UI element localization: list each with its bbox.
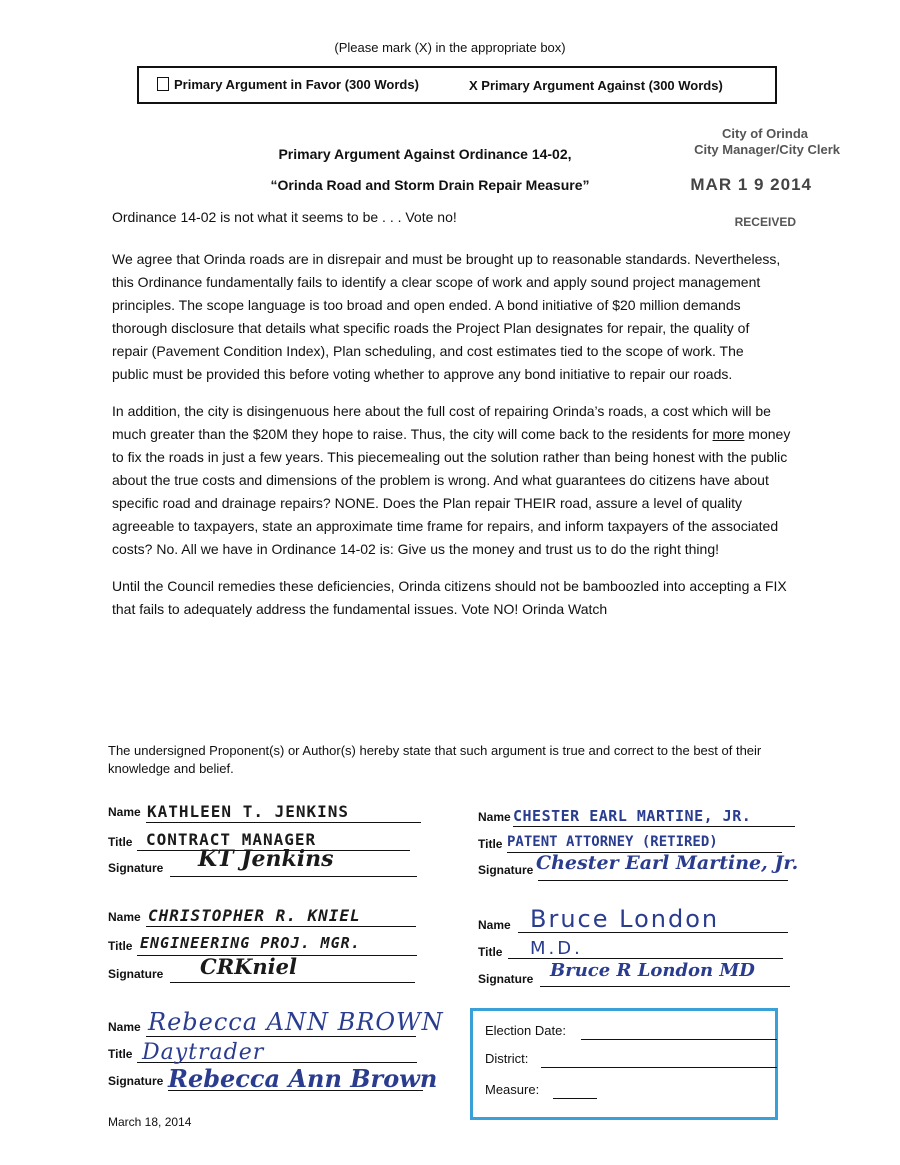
signer-title: Daytrader bbox=[142, 1040, 265, 1065]
name-line bbox=[146, 1036, 416, 1037]
checkbox-icon[interactable] bbox=[157, 77, 169, 91]
title-label: Title bbox=[108, 835, 133, 849]
measure-field[interactable] bbox=[553, 1098, 597, 1099]
name-line bbox=[513, 826, 795, 827]
election-date-label: Election Date: bbox=[485, 1023, 566, 1038]
signer-signature: Rebecca Ann Brown bbox=[168, 1064, 438, 1093]
name-label: Name bbox=[108, 805, 141, 819]
paragraph-3: Until the Council remedies these deficiencies, Orinda citizens should not be bamboozled into accepting a FIX that fails to adequately address the fundamental issues. Vote NO! Orinda Watch bbox=[112, 578, 787, 617]
signer-title: M.D. bbox=[530, 938, 583, 959]
name-label: Name bbox=[478, 810, 511, 824]
paragraph-2-end: money to fix the roads in just a few years. This piecemealing out the solution rather than being honest with the public about the true costs and dimensions of the problem is wrong. And what guarantees do citizens have about specific road and drainage repairs? NONE. Does the Plan repair THEIR road, assure a level of quality agreeable to taxpayers, state an approximate time frame for repairs, and inform taxpayers of the associated costs? No. All we have in Ordinance 14-02 is: Give us the money and trust us to do the right thing! bbox=[112, 426, 791, 557]
name-line bbox=[146, 822, 421, 823]
underlined-more: more bbox=[712, 426, 745, 442]
name-label: Name bbox=[478, 918, 511, 932]
signer-signature: KT Jenkins bbox=[198, 846, 334, 872]
signer-name: Bruce London bbox=[530, 905, 720, 933]
signature-label: Signature bbox=[478, 863, 534, 877]
stamp-date: MAR 1 9 2014 bbox=[690, 175, 812, 194]
stamp-office: City Manager/City Clerk bbox=[694, 142, 840, 157]
name-label: Name bbox=[108, 1020, 141, 1034]
declaration-text: The undersigned Proponent(s) or Author(s) hereby state that such argument is true and correct to the best of their knowledge and belief. bbox=[108, 743, 762, 776]
signer-signature: Chester Earl Martine, Jr. bbox=[536, 852, 799, 874]
paragraph-2 bbox=[112, 400, 802, 561]
title-label: Title bbox=[108, 939, 133, 953]
intro-line: Ordinance 14-02 is not what it seems to be . . . Vote no! bbox=[112, 209, 457, 225]
paragraph-2-start: In addition, the city is disingenuous here about the full cost of repairing Orinda’s roads, a cost which will be much greater than the $20M they hope to raise. Thus, the city will come back to the residents for bbox=[112, 403, 771, 442]
election-info-box bbox=[470, 1008, 778, 1120]
signature-label: Signature bbox=[478, 972, 534, 986]
stamp-received: RECEIVED bbox=[734, 215, 796, 229]
signature-line bbox=[170, 876, 417, 877]
footer-date: March 18, 2014 bbox=[108, 1115, 192, 1129]
measure-label: Measure: bbox=[485, 1082, 540, 1097]
signature-label: Signature bbox=[108, 1074, 164, 1088]
option-favor-label: Primary Argument in Favor (300 Words) bbox=[174, 77, 419, 92]
signer-name: CHRISTOPHER R. KNIEL bbox=[148, 906, 361, 925]
option-favor[interactable] bbox=[157, 77, 419, 92]
signature-line bbox=[170, 982, 415, 983]
signature-line bbox=[538, 880, 788, 881]
title-label: Title bbox=[478, 837, 503, 851]
document-title-line2: “Orinda Road and Storm Drain Repair Measure” bbox=[270, 177, 590, 193]
name-label: Name bbox=[108, 910, 141, 924]
signer-title: CONTRACT MANAGER bbox=[146, 830, 317, 849]
election-date-field[interactable] bbox=[581, 1039, 777, 1040]
stamp-city: City of Orinda bbox=[722, 126, 808, 141]
signer-title: ENGINEERING PROJ. MGR. bbox=[140, 934, 361, 952]
argument-type-box bbox=[137, 66, 777, 104]
district-field[interactable] bbox=[541, 1067, 777, 1068]
signer-title: PATENT ATTORNEY (RETIRED) bbox=[507, 834, 718, 850]
signature-label: Signature bbox=[108, 861, 164, 875]
document-title-line1: Primary Argument Against Ordinance 14-02, bbox=[278, 146, 572, 162]
title-label: Title bbox=[108, 1047, 133, 1061]
title-label: Title bbox=[478, 945, 503, 959]
paragraph-1: We agree that Orinda roads are in disrepair and must be brought up to reasonable standards. Nevertheless, this Ordinance fundamentally fails to identify a clear scope of work and apply sound project management principles. The scope language is too broad and open ended. A bond initiative of $20 million demands thorough disclosure that details what specific roads the Project Plan designates for repair, the quality of repair (Pavement Condition Index), Plan scheduling, and cost estimates tied to the scope of work. The public must be provided this before voting whether to approve any bond initiative to repair our roads. bbox=[112, 251, 781, 382]
option-against[interactable]: X Primary Argument Against (300 Words) bbox=[469, 78, 723, 93]
signer-name: Rebecca ANN BROWN bbox=[148, 1008, 444, 1036]
signature-line bbox=[540, 986, 790, 987]
argument-body bbox=[112, 248, 802, 621]
signature-label: Signature bbox=[108, 967, 164, 981]
signer-name: CHESTER EARL MARTINE, JR. bbox=[513, 807, 752, 825]
signer-signature: CRKniel bbox=[200, 954, 298, 979]
instruction-text: (Please mark (X) in the appropriate box) bbox=[334, 40, 566, 55]
name-line bbox=[146, 926, 416, 927]
signer-signature: Bruce R London MD bbox=[550, 960, 755, 981]
signer-name: KATHLEEN T. JENKINS bbox=[147, 802, 350, 821]
district-label: District: bbox=[485, 1051, 529, 1066]
